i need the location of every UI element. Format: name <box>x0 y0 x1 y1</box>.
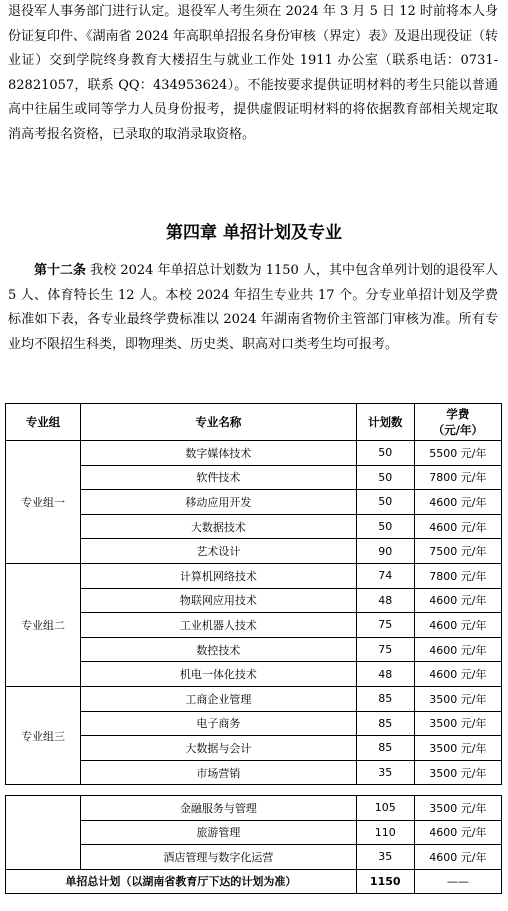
major-name: 市场营销 <box>81 760 357 785</box>
table-row <box>6 465 502 490</box>
plan-count: 75 <box>356 637 414 662</box>
major-name: 酒店管理与数字化运营 <box>81 845 357 870</box>
tuition-fee: 4600 元/年 <box>414 662 501 687</box>
total-fee: —— <box>414 869 501 893</box>
table-row <box>6 760 502 785</box>
table-row <box>6 588 502 613</box>
tuition-fee: 3500 元/年 <box>414 736 501 761</box>
major-name: 大数据与会计 <box>81 736 357 761</box>
tuition-fee: 3500 元/年 <box>414 711 501 736</box>
plan-count: 85 <box>356 736 414 761</box>
plan-count: 85 <box>356 711 414 736</box>
table-row <box>6 539 502 564</box>
major-name: 计算机网络技术 <box>81 563 357 588</box>
tuition-fee: 7800 元/年 <box>414 563 501 588</box>
header-name: 专业名称 <box>81 404 357 441</box>
enrollment-plan-table-continued <box>5 795 502 894</box>
tuition-fee: 7800 元/年 <box>414 465 501 490</box>
plan-count: 50 <box>356 465 414 490</box>
table-row <box>6 845 502 870</box>
header-group: 专业组 <box>6 404 81 441</box>
major-name: 金融服务与管理 <box>81 796 357 821</box>
tuition-fee: 4600 元/年 <box>414 613 501 638</box>
plan-count: 85 <box>356 686 414 711</box>
table-row <box>6 820 502 845</box>
table-row <box>6 490 502 515</box>
major-name: 大数据技术 <box>81 514 357 539</box>
tuition-fee: 3500 元/年 <box>414 686 501 711</box>
table-body-continued <box>6 796 502 894</box>
paragraph-eligibility: 退役军人事务部门进行认定。退役军人考生须在 2024 年 3 月 5 日 12 时前将本人身份证复印件、《湖南省 2024 年高职单招报名身份审核（界定）表》及退出现役证（转业证）交到学院终身教育大楼招生与就业工作处 1911 办公室（联系电话：0731-82821057，联系 QQ：434953624）。不能按要求提供证明材料的考生只能以普通高中往届生或同等学力人员身份报考，提供虚假证明材料的将依据教育部相关规定取消高考报名资格，已录取的取消录取资格。 <box>8 4 498 142</box>
chapter-heading: 第四章 单招计划及专业 <box>166 223 342 243</box>
tuition-fee: 7500 元/年 <box>414 539 501 564</box>
major-name: 旅游管理 <box>81 820 357 845</box>
group-label: 专业组二 <box>6 563 81 686</box>
plan-count: 50 <box>356 514 414 539</box>
table-header-row <box>6 404 502 441</box>
header-fee <box>414 404 501 441</box>
total-label: 单招总计划（以湖南省教育厅下达的计划为准） <box>6 869 357 893</box>
table-row <box>6 686 502 711</box>
major-name: 艺术设计 <box>81 539 357 564</box>
paragraph-article-12 <box>8 259 498 357</box>
total-plan: 1150 <box>356 869 414 893</box>
header-fee-line2: （元/年） <box>432 423 483 437</box>
plan-count: 50 <box>356 490 414 515</box>
major-name: 工业机器人技术 <box>81 613 357 638</box>
table-row <box>6 796 502 821</box>
table-body <box>6 441 502 785</box>
major-name: 电子商务 <box>81 711 357 736</box>
plan-count: 74 <box>356 563 414 588</box>
group-label-empty <box>6 796 81 870</box>
group-label: 专业组三 <box>6 686 81 784</box>
tuition-fee: 5500 元/年 <box>414 441 501 466</box>
plan-count: 90 <box>356 539 414 564</box>
tuition-fee: 4600 元/年 <box>414 820 501 845</box>
table-row <box>6 662 502 687</box>
tuition-fee: 4600 元/年 <box>414 637 501 662</box>
table-row <box>6 613 502 638</box>
article-text: 我校 2024 年单招总计划数为 1150 人，其中包含单列计划的退役军人 5 人、体育特长生 12 人。本校 2024 年招生专业共 17 个。分专业单招计划及学费标准如下表，各专业最终学费标准以 2024 年湖南省物价主管部门审核为准。所有专业均不限招生科类，即物理类、历史类、职高对口类考生均可报考。 <box>8 263 498 352</box>
major-name: 机电一体化技术 <box>81 662 357 687</box>
plan-count: 105 <box>356 796 414 821</box>
table-row <box>6 711 502 736</box>
plan-count: 110 <box>356 820 414 845</box>
tuition-fee: 3500 元/年 <box>414 760 501 785</box>
major-name: 工商企业管理 <box>81 686 357 711</box>
table-row <box>6 441 502 466</box>
plan-count: 48 <box>356 662 414 687</box>
header-plan: 计划数 <box>356 404 414 441</box>
tuition-fee: 4600 元/年 <box>414 514 501 539</box>
article-label: 第十二条 <box>34 263 87 278</box>
tuition-fee: 4600 元/年 <box>414 490 501 515</box>
major-name: 数字媒体技术 <box>81 441 357 466</box>
table-row <box>6 637 502 662</box>
total-row <box>6 869 502 893</box>
major-name: 物联网应用技术 <box>81 588 357 613</box>
header-fee-line1: 学费 <box>446 407 470 421</box>
plan-count: 50 <box>356 441 414 466</box>
tuition-fee: 4600 元/年 <box>414 588 501 613</box>
plan-count: 75 <box>356 613 414 638</box>
table-row <box>6 563 502 588</box>
group-label: 专业组一 <box>6 441 81 564</box>
table-row <box>6 736 502 761</box>
major-name: 移动应用开发 <box>81 490 357 515</box>
tuition-fee: 4600 元/年 <box>414 845 501 870</box>
plan-count: 35 <box>356 845 414 870</box>
plan-count: 48 <box>356 588 414 613</box>
major-name: 数控技术 <box>81 637 357 662</box>
table-row <box>6 514 502 539</box>
major-name: 软件技术 <box>81 465 357 490</box>
tuition-fee: 3500 元/年 <box>414 796 501 821</box>
enrollment-plan-table <box>5 403 502 785</box>
plan-count: 35 <box>356 760 414 785</box>
